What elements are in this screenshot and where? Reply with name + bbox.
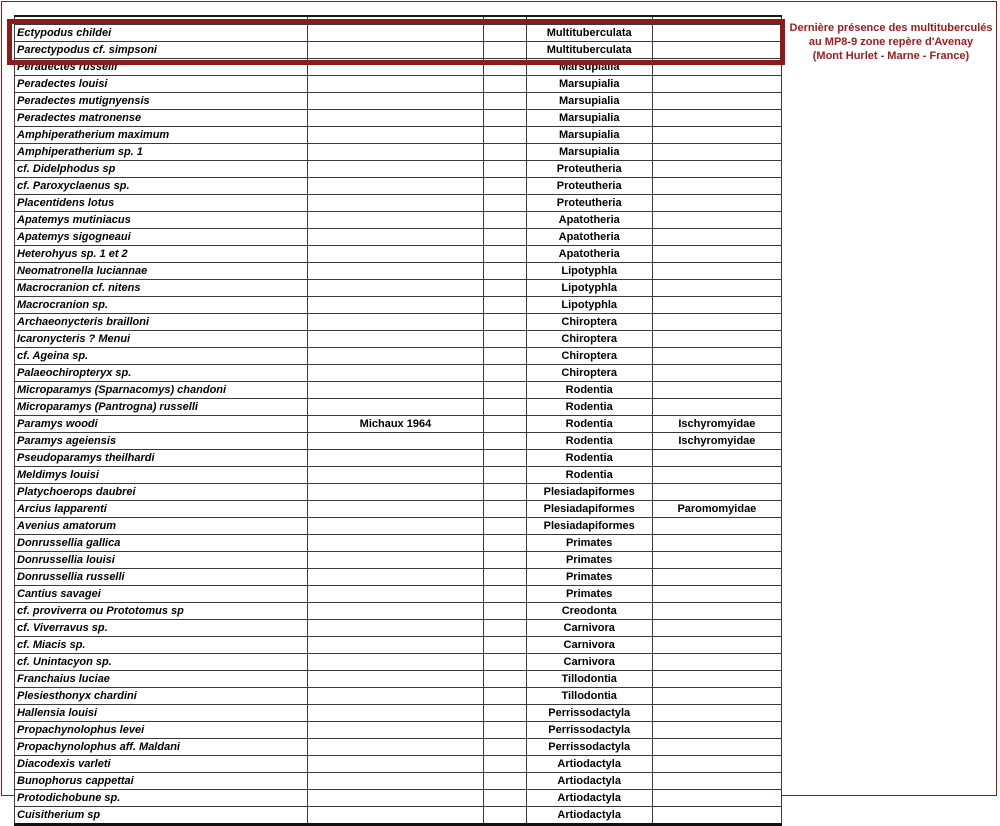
cell-reference bbox=[307, 739, 483, 756]
table-row bbox=[15, 229, 782, 246]
cell-order: Perrissodactyla bbox=[526, 705, 652, 722]
table-row bbox=[15, 195, 782, 212]
cell-species: Arcius lapparenti bbox=[15, 501, 308, 518]
cell-narrow bbox=[483, 773, 526, 790]
cell-order: Artiodactyla bbox=[526, 756, 652, 773]
cell-order: Lipotyphla bbox=[526, 263, 652, 280]
table-row bbox=[15, 501, 782, 518]
cell-reference bbox=[307, 297, 483, 314]
cell-species: Propachynolophus levei bbox=[15, 722, 308, 739]
table-row bbox=[15, 212, 782, 229]
cell-family bbox=[652, 246, 781, 263]
cell-species: Protodichobune sp. bbox=[15, 790, 308, 807]
cell-species: cf. Paroxyclaenus sp. bbox=[15, 178, 308, 195]
cell-species: Placentidens lotus bbox=[15, 195, 308, 212]
cell-order: Marsupialia bbox=[526, 93, 652, 110]
cell-narrow bbox=[483, 569, 526, 586]
cell-order: Marsupialia bbox=[526, 59, 652, 76]
cell-order: Perrissodactyla bbox=[526, 739, 652, 756]
annotation-note bbox=[788, 21, 994, 63]
cell-narrow bbox=[483, 705, 526, 722]
cell-narrow bbox=[483, 518, 526, 535]
cell-species: Meldimys louisi bbox=[15, 467, 308, 484]
cell-order: Carnivora bbox=[526, 654, 652, 671]
cell-species: Cantius savagei bbox=[15, 586, 308, 603]
table-row bbox=[15, 331, 782, 348]
cell-narrow bbox=[483, 450, 526, 467]
cell-reference bbox=[307, 25, 483, 42]
cell-reference bbox=[307, 467, 483, 484]
cell-order: Marsupialia bbox=[526, 110, 652, 127]
cell-species: Franchaius luciae bbox=[15, 671, 308, 688]
cell-reference: Michaux 1964 bbox=[307, 416, 483, 433]
spacer-cell-order bbox=[526, 16, 652, 25]
cell-narrow bbox=[483, 365, 526, 382]
cell-family bbox=[652, 42, 781, 59]
cell-reference bbox=[307, 603, 483, 620]
cell-narrow bbox=[483, 807, 526, 825]
cell-order: Apatotheria bbox=[526, 229, 652, 246]
table-row bbox=[15, 161, 782, 178]
table-row bbox=[15, 807, 782, 825]
fauna-table-container bbox=[14, 15, 782, 826]
cell-species: Pseudoparamys theilhardi bbox=[15, 450, 308, 467]
cell-narrow bbox=[483, 501, 526, 518]
table-row bbox=[15, 59, 782, 76]
table-row bbox=[15, 93, 782, 110]
table-row bbox=[15, 603, 782, 620]
cell-family bbox=[652, 671, 781, 688]
cell-reference bbox=[307, 790, 483, 807]
cell-reference bbox=[307, 773, 483, 790]
cell-order: Perrissodactyla bbox=[526, 722, 652, 739]
cell-order: Plesiadapiformes bbox=[526, 518, 652, 535]
cell-reference bbox=[307, 535, 483, 552]
cell-reference bbox=[307, 586, 483, 603]
table-row bbox=[15, 518, 782, 535]
cell-order: Rodentia bbox=[526, 450, 652, 467]
cell-family bbox=[652, 331, 781, 348]
cell-order: Lipotyphla bbox=[526, 297, 652, 314]
cell-family bbox=[652, 127, 781, 144]
cell-family bbox=[652, 450, 781, 467]
cell-reference bbox=[307, 331, 483, 348]
cell-narrow bbox=[483, 535, 526, 552]
table-row bbox=[15, 263, 782, 280]
cell-family bbox=[652, 484, 781, 501]
cell-reference bbox=[307, 76, 483, 93]
cell-narrow bbox=[483, 127, 526, 144]
cell-reference bbox=[307, 263, 483, 280]
cell-order: Rodentia bbox=[526, 433, 652, 450]
cell-family bbox=[652, 586, 781, 603]
table-row bbox=[15, 110, 782, 127]
cell-reference bbox=[307, 654, 483, 671]
cell-family bbox=[652, 569, 781, 586]
cell-narrow bbox=[483, 399, 526, 416]
cell-family bbox=[652, 195, 781, 212]
cell-order: Primates bbox=[526, 535, 652, 552]
table-row bbox=[15, 552, 782, 569]
table-row bbox=[15, 365, 782, 382]
cell-narrow bbox=[483, 178, 526, 195]
cell-order: Proteutheria bbox=[526, 195, 652, 212]
cell-species: Plesiesthonyx chardini bbox=[15, 688, 308, 705]
cell-narrow bbox=[483, 416, 526, 433]
cell-family bbox=[652, 756, 781, 773]
table-row bbox=[15, 246, 782, 263]
cell-species: Peradectes matronense bbox=[15, 110, 308, 127]
table-row bbox=[15, 467, 782, 484]
cell-reference bbox=[307, 671, 483, 688]
cell-narrow bbox=[483, 552, 526, 569]
table-row bbox=[15, 654, 782, 671]
cell-family bbox=[652, 144, 781, 161]
table-row bbox=[15, 637, 782, 654]
cell-narrow bbox=[483, 654, 526, 671]
cell-reference bbox=[307, 212, 483, 229]
cell-reference bbox=[307, 110, 483, 127]
cell-narrow bbox=[483, 59, 526, 76]
cell-family bbox=[652, 263, 781, 280]
table-row bbox=[15, 620, 782, 637]
cell-narrow bbox=[483, 671, 526, 688]
cell-order: Tillodontia bbox=[526, 671, 652, 688]
cell-order: Carnivora bbox=[526, 637, 652, 654]
cell-narrow bbox=[483, 620, 526, 637]
table-row bbox=[15, 790, 782, 807]
cell-family bbox=[652, 790, 781, 807]
cell-family bbox=[652, 620, 781, 637]
cell-reference bbox=[307, 807, 483, 825]
cell-order: Primates bbox=[526, 586, 652, 603]
cell-reference bbox=[307, 552, 483, 569]
cell-narrow bbox=[483, 280, 526, 297]
cell-family bbox=[652, 399, 781, 416]
cell-family bbox=[652, 739, 781, 756]
cell-narrow bbox=[483, 161, 526, 178]
cell-family bbox=[652, 76, 781, 93]
cell-family bbox=[652, 773, 781, 790]
cell-order: Rodentia bbox=[526, 467, 652, 484]
cell-reference bbox=[307, 705, 483, 722]
cell-order: Artiodactyla bbox=[526, 807, 652, 825]
cell-order: Primates bbox=[526, 569, 652, 586]
cell-order: Proteutheria bbox=[526, 178, 652, 195]
cell-family bbox=[652, 722, 781, 739]
cell-species: Apatemys mutiniacus bbox=[15, 212, 308, 229]
table-row bbox=[15, 178, 782, 195]
table-row bbox=[15, 127, 782, 144]
cell-narrow bbox=[483, 25, 526, 42]
table-row bbox=[15, 484, 782, 501]
table-row bbox=[15, 739, 782, 756]
cell-reference bbox=[307, 501, 483, 518]
cell-reference bbox=[307, 59, 483, 76]
cell-species: Peradectes louisi bbox=[15, 76, 308, 93]
cell-reference bbox=[307, 569, 483, 586]
cell-narrow bbox=[483, 246, 526, 263]
cell-family bbox=[652, 314, 781, 331]
cell-order: Rodentia bbox=[526, 399, 652, 416]
cell-species: Propachynolophus aff. Maldani bbox=[15, 739, 308, 756]
cell-family bbox=[652, 518, 781, 535]
cell-species: Platychoerops daubrei bbox=[15, 484, 308, 501]
cell-reference bbox=[307, 144, 483, 161]
cell-species: cf. Didelphodus sp bbox=[15, 161, 308, 178]
cell-order: Chiroptera bbox=[526, 365, 652, 382]
cell-order: Chiroptera bbox=[526, 314, 652, 331]
cell-species: Cuisitherium sp bbox=[15, 807, 308, 825]
cell-reference bbox=[307, 229, 483, 246]
cell-species: Peradectes mutignyensis bbox=[15, 93, 308, 110]
cell-species: Amphiperatherium maximum bbox=[15, 127, 308, 144]
cell-family bbox=[652, 59, 781, 76]
cell-family: Ischyromyidae bbox=[652, 416, 781, 433]
cell-reference bbox=[307, 722, 483, 739]
cell-reference bbox=[307, 433, 483, 450]
table-row bbox=[15, 671, 782, 688]
table-row bbox=[15, 535, 782, 552]
cell-species: Macrocranion sp. bbox=[15, 297, 308, 314]
cell-reference bbox=[307, 399, 483, 416]
cell-family bbox=[652, 365, 781, 382]
spacer-cell-reference bbox=[307, 16, 483, 25]
cell-species: Apatemys sigogneaui bbox=[15, 229, 308, 246]
cell-family bbox=[652, 552, 781, 569]
cell-reference bbox=[307, 637, 483, 654]
cell-reference bbox=[307, 450, 483, 467]
cell-family bbox=[652, 212, 781, 229]
cell-species: Donrussellia louisi bbox=[15, 552, 308, 569]
cell-order: Primates bbox=[526, 552, 652, 569]
cell-narrow bbox=[483, 688, 526, 705]
cell-family bbox=[652, 688, 781, 705]
cell-family bbox=[652, 603, 781, 620]
cell-species: Neomatronella luciannae bbox=[15, 263, 308, 280]
table-row bbox=[15, 42, 782, 59]
table-row bbox=[15, 382, 782, 399]
table-row bbox=[15, 416, 782, 433]
cell-reference bbox=[307, 161, 483, 178]
table-row bbox=[15, 144, 782, 161]
cell-order: Plesiadapiformes bbox=[526, 501, 652, 518]
table-row bbox=[15, 25, 782, 42]
cell-species: cf. Unintacyon sp. bbox=[15, 654, 308, 671]
cell-family bbox=[652, 637, 781, 654]
cell-narrow bbox=[483, 603, 526, 620]
fauna-table-body bbox=[15, 16, 782, 825]
cell-order: Carnivora bbox=[526, 620, 652, 637]
cell-family bbox=[652, 654, 781, 671]
table-row bbox=[15, 705, 782, 722]
cell-species: Diacodexis varleti bbox=[15, 756, 308, 773]
cell-order: Chiroptera bbox=[526, 348, 652, 365]
cell-family bbox=[652, 280, 781, 297]
annotation-line-3: (Mont Hurlet - Marne - France) bbox=[812, 50, 970, 62]
cell-reference bbox=[307, 314, 483, 331]
cell-narrow bbox=[483, 144, 526, 161]
spacer-cell-family bbox=[652, 16, 781, 25]
cell-narrow bbox=[483, 739, 526, 756]
cell-reference bbox=[307, 756, 483, 773]
table-row bbox=[15, 773, 782, 790]
cell-species: Archaeonycteris brailloni bbox=[15, 314, 308, 331]
cell-species: Donrussellia russelli bbox=[15, 569, 308, 586]
table-row bbox=[15, 433, 782, 450]
table-row bbox=[15, 297, 782, 314]
cell-species: Microparamys (Pantrogna) russelli bbox=[15, 399, 308, 416]
cell-reference bbox=[307, 365, 483, 382]
cell-order: Apatotheria bbox=[526, 246, 652, 263]
spacer-cell-species bbox=[15, 16, 308, 25]
cell-species: Macrocranion cf. nitens bbox=[15, 280, 308, 297]
cell-family bbox=[652, 807, 781, 825]
cell-narrow bbox=[483, 484, 526, 501]
cell-narrow bbox=[483, 212, 526, 229]
cell-reference bbox=[307, 348, 483, 365]
cell-narrow bbox=[483, 263, 526, 280]
table-row bbox=[15, 756, 782, 773]
cell-species: cf. Ageina sp. bbox=[15, 348, 308, 365]
cell-family bbox=[652, 25, 781, 42]
cell-species: Amphiperatherium sp. 1 bbox=[15, 144, 308, 161]
cell-species: Hallensia louisi bbox=[15, 705, 308, 722]
cell-reference bbox=[307, 688, 483, 705]
annotation-line-1: Dernière présence des multituberculés bbox=[789, 22, 993, 34]
cell-family bbox=[652, 348, 781, 365]
cell-reference bbox=[307, 42, 483, 59]
cell-family bbox=[652, 161, 781, 178]
cell-order: Chiroptera bbox=[526, 331, 652, 348]
cell-species: Heterohyus sp. 1 et 2 bbox=[15, 246, 308, 263]
cell-species: Bunophorus cappettai bbox=[15, 773, 308, 790]
cell-species: Paramys woodi bbox=[15, 416, 308, 433]
cell-narrow bbox=[483, 790, 526, 807]
table-row bbox=[15, 76, 782, 93]
cell-reference bbox=[307, 127, 483, 144]
cell-order: Multituberculata bbox=[526, 42, 652, 59]
cell-family bbox=[652, 93, 781, 110]
cell-species: Microparamys (Sparnacomys) chandoni bbox=[15, 382, 308, 399]
spacer-cell-narrow bbox=[483, 16, 526, 25]
cell-order: Rodentia bbox=[526, 382, 652, 399]
cell-narrow bbox=[483, 42, 526, 59]
cell-family bbox=[652, 229, 781, 246]
table-row bbox=[15, 280, 782, 297]
cell-family: Paromomyidae bbox=[652, 501, 781, 518]
cell-narrow bbox=[483, 467, 526, 484]
cell-species: cf. Viverravus sp. bbox=[15, 620, 308, 637]
fauna-table bbox=[14, 15, 782, 826]
cell-narrow bbox=[483, 756, 526, 773]
cell-narrow bbox=[483, 382, 526, 399]
cell-species: Avenius amatorum bbox=[15, 518, 308, 535]
cell-narrow bbox=[483, 195, 526, 212]
cell-species: Donrussellia gallica bbox=[15, 535, 308, 552]
cell-order: Marsupialia bbox=[526, 76, 652, 93]
cell-reference bbox=[307, 93, 483, 110]
table-row bbox=[15, 569, 782, 586]
table-row bbox=[15, 348, 782, 365]
cell-order: Rodentia bbox=[526, 416, 652, 433]
cell-species: Parectypodus cf. simpsoni bbox=[15, 42, 308, 59]
cell-reference bbox=[307, 280, 483, 297]
cell-narrow bbox=[483, 297, 526, 314]
cell-order: Multituberculata bbox=[526, 25, 652, 42]
cell-family bbox=[652, 467, 781, 484]
cell-order: Marsupialia bbox=[526, 144, 652, 161]
cell-family bbox=[652, 382, 781, 399]
cell-species: Ectypodus childei bbox=[15, 25, 308, 42]
table-row bbox=[15, 586, 782, 603]
cell-order: Plesiadapiformes bbox=[526, 484, 652, 501]
cell-reference bbox=[307, 246, 483, 263]
cell-species: Paramys ageiensis bbox=[15, 433, 308, 450]
table-row bbox=[15, 399, 782, 416]
cell-narrow bbox=[483, 722, 526, 739]
cell-family bbox=[652, 178, 781, 195]
cell-narrow bbox=[483, 229, 526, 246]
cell-narrow bbox=[483, 348, 526, 365]
cell-species: Peradectes russelli bbox=[15, 59, 308, 76]
table-row bbox=[15, 688, 782, 705]
cell-narrow bbox=[483, 110, 526, 127]
cell-order: Lipotyphla bbox=[526, 280, 652, 297]
cell-order: Artiodactyla bbox=[526, 773, 652, 790]
cell-reference bbox=[307, 178, 483, 195]
table-row bbox=[15, 450, 782, 467]
cell-narrow bbox=[483, 76, 526, 93]
cell-species: cf. Miacis sp. bbox=[15, 637, 308, 654]
table-header-spacer-row bbox=[15, 16, 782, 25]
cell-narrow bbox=[483, 433, 526, 450]
cell-species: Palaeochiropteryx sp. bbox=[15, 365, 308, 382]
cell-order: Proteutheria bbox=[526, 161, 652, 178]
cell-reference bbox=[307, 382, 483, 399]
cell-family bbox=[652, 705, 781, 722]
annotation-line-2: au MP8-9 zone repère d'Avenay bbox=[808, 36, 974, 48]
cell-reference bbox=[307, 195, 483, 212]
cell-narrow bbox=[483, 314, 526, 331]
cell-order: Creodonta bbox=[526, 603, 652, 620]
cell-reference bbox=[307, 484, 483, 501]
cell-narrow bbox=[483, 93, 526, 110]
table-row bbox=[15, 314, 782, 331]
cell-family bbox=[652, 110, 781, 127]
cell-narrow bbox=[483, 637, 526, 654]
cell-narrow bbox=[483, 586, 526, 603]
cell-order: Artiodactyla bbox=[526, 790, 652, 807]
cell-reference bbox=[307, 620, 483, 637]
table-row bbox=[15, 722, 782, 739]
cell-family bbox=[652, 297, 781, 314]
page-frame bbox=[1, 1, 997, 821]
cell-family bbox=[652, 535, 781, 552]
cell-order: Marsupialia bbox=[526, 127, 652, 144]
cell-reference bbox=[307, 518, 483, 535]
cell-order: Tillodontia bbox=[526, 688, 652, 705]
cell-species: cf. proviverra ou Prototomus sp bbox=[15, 603, 308, 620]
cell-family: Ischyromyidae bbox=[652, 433, 781, 450]
cell-order: Apatotheria bbox=[526, 212, 652, 229]
cell-narrow bbox=[483, 331, 526, 348]
cell-species: Icaronycteris ? Menui bbox=[15, 331, 308, 348]
